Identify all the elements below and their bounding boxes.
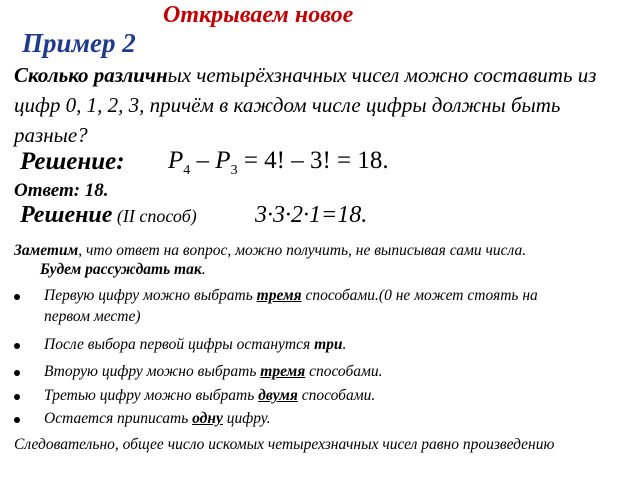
formula-mid: – P [190,147,231,174]
solution2-formula: 3·3·2·1=18. [255,202,368,228]
bullet-dot [14,294,20,300]
bullet-item-3 [44,361,383,382]
solution2-label [20,202,197,229]
formula-sub1: 4 [183,163,191,178]
solution2-title: Решение [20,202,113,228]
bullet-item-2 [44,334,346,355]
problem-question [14,60,634,150]
conclusion-text: Следовательно, общее число искомых четырехзначных чисел равно произведению [14,436,555,453]
bullet-dot [14,343,20,349]
bullet-key: тремя [256,287,302,304]
note-lead: Заметим [14,242,79,259]
bullet-pre: Вторую цифру можно выбрать [44,363,261,380]
solution2-note: (II способ) [112,206,197,226]
bullet-post: способами. [297,387,376,404]
bullet-dot [14,394,20,400]
note-text: , что ответ на вопрос, можно получить, не выписывая сами числа. [78,242,527,259]
solution-label: Решение: [20,148,125,175]
bullet-dot [14,370,20,376]
formula-p1: P [168,147,184,174]
bullet-post: цифру. [222,410,271,427]
answer-text: Ответ: 18. [14,180,109,201]
bullet-item-5 [44,408,271,429]
bullet-post: . [342,336,347,353]
solution-formula [168,147,389,179]
note-line2-text: Будем рассуждать так [40,261,202,278]
bullet-post: способами. [305,363,383,380]
bullet-pre: Остается приписать [44,410,193,427]
bullet-key: три [314,336,343,353]
formula-sub2: 3 [230,163,238,178]
formula-tail: = 4! – 3! = 18. [237,147,389,174]
bullet-pre: После выбора первой цифры останутся [44,336,315,353]
note-line-2 [40,261,206,279]
example-title: Пример 2 [22,28,136,58]
note-line-1 [14,240,526,261]
bullet-item-1-line2: первом месте) [44,308,141,325]
bullet-dot [14,417,20,423]
bullet-post: способами.(0 не может стоять на [301,287,538,304]
bullet-pre: Первую цифру можно выбрать [44,287,257,304]
question-rest: ых четырёхзначных чисел можно составить из цифр 0, 1, 2, 3, причём в каждом числе цифры должны быть разные? [14,63,597,147]
bullet-key: одну [192,410,223,427]
bullet-key: двумя [258,387,298,404]
note-line2-end: . [201,261,206,278]
bullet-key: тремя [260,363,306,380]
slide-header-title: Открываем новое [163,2,354,28]
bullet-item-1 [44,285,538,306]
question-bold-part: Сколько различн [14,63,168,87]
bullet-pre: Третью цифру можно выбрать [44,387,259,404]
bullet-item-4 [44,385,375,406]
